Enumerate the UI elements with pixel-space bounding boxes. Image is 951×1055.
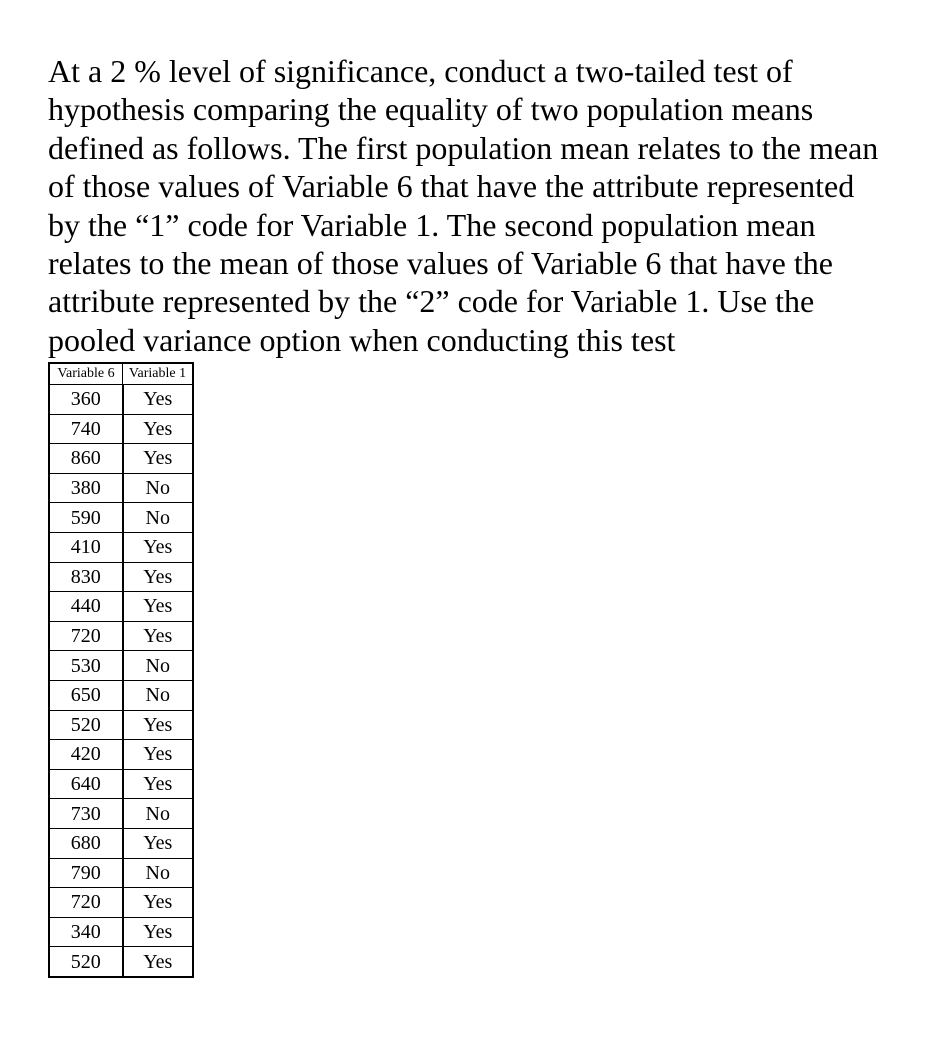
table-row: [49, 769, 193, 799]
table-row: [49, 858, 193, 888]
table-row: [49, 917, 193, 947]
variable-1-cell: Yes: [123, 740, 194, 770]
data-table: [48, 362, 194, 978]
question-line: of those values of Variable 6 that have the attribute represented: [48, 168, 855, 205]
variable-1-cell: Yes: [123, 769, 194, 799]
variable-1-cell: No: [123, 858, 194, 888]
variable-1-cell: No: [123, 799, 194, 829]
table-row: [49, 651, 193, 681]
table-row: [49, 385, 193, 415]
table-row: [49, 799, 193, 829]
variable-6-cell: 520: [49, 710, 123, 740]
table-row: [49, 532, 193, 562]
variable-6-cell: 440: [49, 592, 123, 622]
table-row: [49, 828, 193, 858]
question-line: defined as follows. The first population mean relates to the mean: [48, 129, 879, 166]
variable-6-cell: 380: [49, 473, 123, 503]
variable-6-cell: 720: [49, 888, 123, 918]
question-line: attribute represented by the “2” code for Variable 1. Use the: [48, 283, 815, 320]
variable-6-cell: 530: [49, 651, 123, 681]
table-body: [49, 385, 193, 977]
table-row: [49, 888, 193, 918]
question-line: hypothesis comparing the equality of two population means: [48, 91, 814, 128]
variable-6-cell: 410: [49, 532, 123, 562]
variable-6-cell: 790: [49, 858, 123, 888]
variable-6-cell: 420: [49, 740, 123, 770]
variable-1-cell: Yes: [123, 710, 194, 740]
variable-6-cell: 680: [49, 828, 123, 858]
variable-1-cell: No: [123, 503, 194, 533]
question-line: relates to the mean of those values of Variable 6 that have the: [48, 245, 833, 282]
variable-1-cell: Yes: [123, 621, 194, 651]
variable-6-cell: 590: [49, 503, 123, 533]
variable-1-cell: Yes: [123, 592, 194, 622]
question-line: At a 2 % level of significance, conduct a two-tailed test of: [48, 53, 793, 89]
table-row: [49, 710, 193, 740]
variable-6-cell: 520: [49, 947, 123, 977]
variable-6-cell: 640: [49, 769, 123, 799]
variable-1-cell: Yes: [123, 947, 194, 977]
table-row: [49, 947, 193, 977]
variable-1-cell: Yes: [123, 385, 194, 415]
table-row: [49, 592, 193, 622]
variable-6-cell: 740: [49, 414, 123, 444]
table-row: [49, 562, 193, 592]
table-row: [49, 503, 193, 533]
variable-6-cell: 340: [49, 917, 123, 947]
table-row: [49, 680, 193, 710]
variable-1-cell: Yes: [123, 444, 194, 474]
variable-1-cell: Yes: [123, 917, 194, 947]
variable-1-cell: Yes: [123, 414, 194, 444]
variable-1-cell: No: [123, 651, 194, 681]
table-row: [49, 473, 193, 503]
variable-1-cell: Yes: [123, 532, 194, 562]
variable-1-cell: Yes: [123, 828, 194, 858]
column-header-variable-6: Variable 6: [49, 363, 123, 385]
variable-1-cell: Yes: [123, 888, 194, 918]
variable-6-cell: 360: [49, 385, 123, 415]
variable-6-cell: 720: [49, 621, 123, 651]
variable-1-cell: No: [123, 680, 194, 710]
variable-6-cell: 830: [49, 562, 123, 592]
table-header-row: [49, 363, 193, 385]
variable-1-cell: Yes: [123, 562, 194, 592]
question-line: pooled variance option when conducting this test: [48, 321, 676, 358]
variable-6-cell: 860: [49, 444, 123, 474]
table-row: [49, 414, 193, 444]
variable-6-cell: 650: [49, 680, 123, 710]
question-line: by the “1” code for Variable 1. The second population mean: [48, 206, 816, 243]
column-header-variable-1: Variable 1: [123, 363, 194, 385]
question-text: [48, 52, 928, 359]
variable-6-cell: 730: [49, 799, 123, 829]
table-row: [49, 444, 193, 474]
variable-1-cell: No: [123, 473, 194, 503]
table-row: [49, 740, 193, 770]
table-row: [49, 621, 193, 651]
